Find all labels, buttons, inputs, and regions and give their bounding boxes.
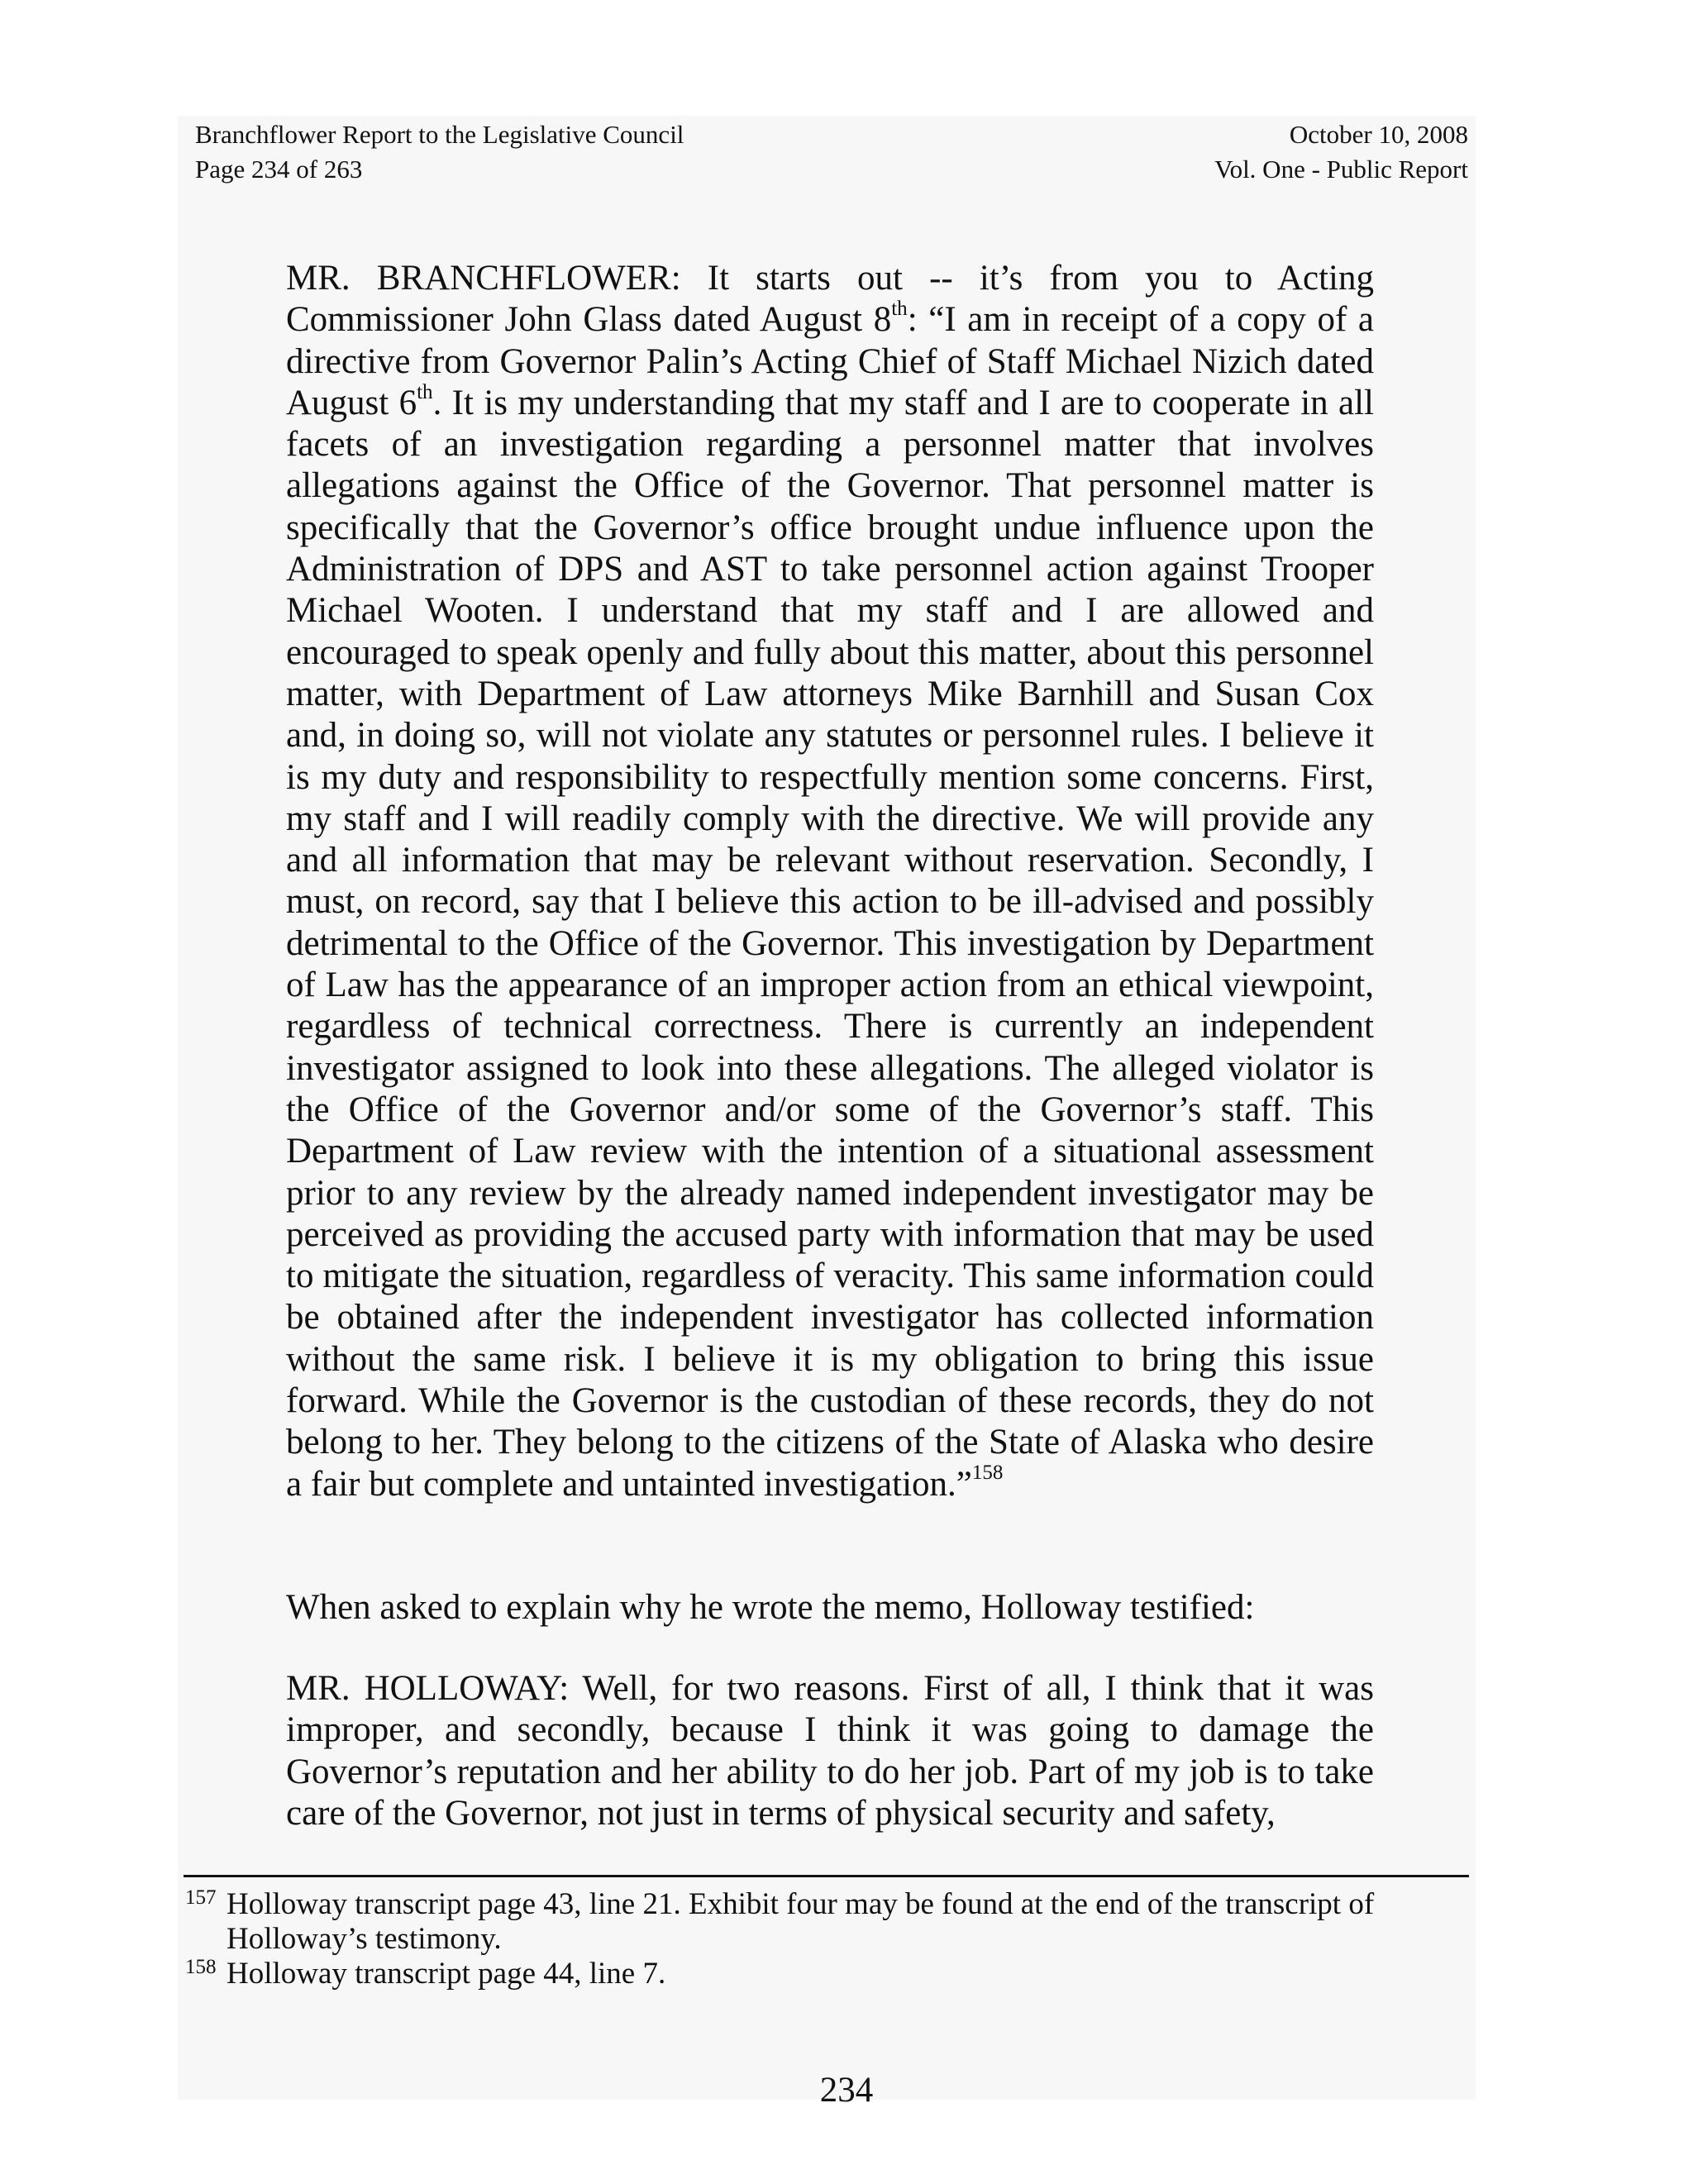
p1-text-2: : “I am in receipt of a copy of a directive from Governor Palin’s Acting Chief of Staff Michael Nizich dated August 6 — [286, 300, 1374, 422]
p1-text-3: . It is my understanding that my staff and I are to cooperate in all facets of an investigation regarding a personnel matter that involves allegations against the Office of the Governor. That personnel matter is specifically that the Governor’s office brought undue influence upon the Administration of DPS and AST to take personnel action against Trooper Michael Wooten. I understand that my staff and I are allowed and encouraged to speak openly and fully about this matter, about this personnel matter, with Department of Law attorneys Mike Barnhill and Susan Cox and, in doing so, will not violate any statutes or personnel rules. I believe it is my duty and responsibility to respectfully mention some concerns. First, my staff and I will readily comply with the directive. We will provide any and all information that may be relevant without reservation. Secondly, I must, on record, say that I believe this action to be ill-advised and possibly detrimental to the Office of the Governor. This investigation by Department of Law has the appearance of an improper action from an ethical viewpoint, regardless of technical correctness. There is currently an independent investigator assigned to look into these allegations. The alleged violator is the Office of the Governor and/or some of the Governor’s staff. This Department of Law review with the intention of a situational assessment prior to any review by the already named independent investigator may be perceived as providing the accused party with information that may be used to mitigate the situation, regardless of veracity. This same information could be obtained after the independent investigator has collected information without the same risk. I believe it is my obligation to bring this issue forward. While the Governor is the custodian of these records, they do not belong to her. They belong to the citizens of the State of Alaska who desire a fair but complete and untainted investigation.” — [286, 383, 1374, 1504]
footnote-ref-158: 158 — [971, 1462, 1004, 1485]
footnote-number: 157 — [185, 1886, 217, 1909]
footnote-text: Holloway transcript page 44, line 7. — [227, 1957, 666, 1991]
footnotes — [185, 1887, 1458, 1991]
ordinal-suffix: th — [417, 380, 433, 403]
testimony-holloway: MR. HOLLOWAY: Well, for two reasons. First of all, I think that it was improper, and secondly, because I think it was going to damage the Governor’s reputation and her ability to do her job. Part of my job is to take care of the Governor, not just in terms of physical security and safety, — [286, 1669, 1374, 1833]
header-right — [1214, 117, 1468, 187]
header-left — [195, 117, 684, 187]
page-number: 234 — [819, 2071, 874, 2110]
volume-label: Vol. One - Public Report — [1214, 155, 1468, 184]
report-title: Branchflower Report to the Legislative Council — [195, 120, 684, 149]
narrative-paragraph: When asked to explain why he wrote the memo, Holloway testified: — [286, 1588, 1255, 1627]
footnote-number: 158 — [185, 1956, 217, 1978]
footnote-divider — [184, 1875, 1469, 1877]
p1-text-1: MR. BRANCHFLOWER: It starts out -- it’s from you to Acting Commissioner John Glass dated August 8 — [286, 259, 1374, 340]
footnote-text: Holloway transcript page 43, line 21. Exhibit four may be found at the end of the transcript of Holloway’s testimony. — [227, 1887, 1375, 1956]
report-date: October 10, 2008 — [1289, 120, 1468, 149]
page-count: Page 234 of 263 — [195, 155, 363, 184]
ordinal-suffix: th — [891, 297, 908, 320]
footnote-157 — [185, 1887, 1458, 1957]
footnote-158 — [185, 1957, 1458, 1991]
testimony-branchflower — [286, 258, 1374, 1505]
